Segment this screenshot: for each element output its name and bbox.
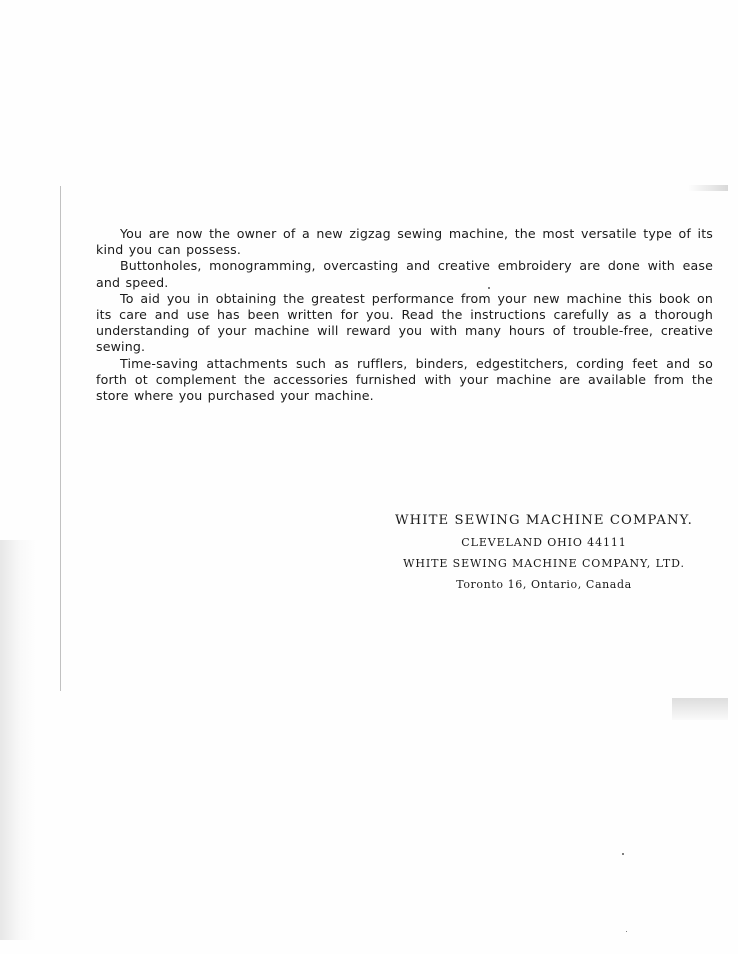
company-name: WHITE SEWING MACHINE COMPANY. bbox=[395, 513, 693, 528]
company-location: Toronto 16, Ontario, Canada bbox=[456, 578, 632, 591]
intro-paragraph: You are now the owner of a new zigzag sewing machine, the most versatile type of its kind you can possess. bbox=[96, 226, 713, 258]
company-subsidiary: WHITE SEWING MACHINE COMPANY, LTD. bbox=[403, 557, 685, 570]
intro-paragraph: To aid you in obtaining the greatest performance from your new machine this book on its care and use has been written for you. Read the instructions carefully as a thorough understanding of your machine will reward you with many hours of trouble-free, creative sewing. bbox=[96, 290, 713, 355]
company-address: CLEVELAND OHIO 44111 bbox=[461, 536, 627, 549]
scan-smudge bbox=[672, 698, 728, 720]
scan-smudge bbox=[688, 185, 728, 191]
scan-shadow-left bbox=[0, 540, 36, 940]
scan-speck bbox=[622, 853, 624, 855]
company-signature bbox=[378, 510, 710, 595]
scan-margin-line bbox=[60, 186, 61, 691]
intro-paragraph: Buttonholes, monogramming, overcasting and creative embroidery are done with ease and speed. bbox=[96, 258, 713, 290]
intro-paragraph: Time-saving attachments such as rufflers, binders, edgestitchers, cording feet and so forth ot complement the accessories furnished with your machine are available from the store where you purchased your machine. bbox=[96, 355, 713, 404]
intro-text bbox=[96, 226, 713, 404]
scan-speck bbox=[626, 931, 627, 932]
